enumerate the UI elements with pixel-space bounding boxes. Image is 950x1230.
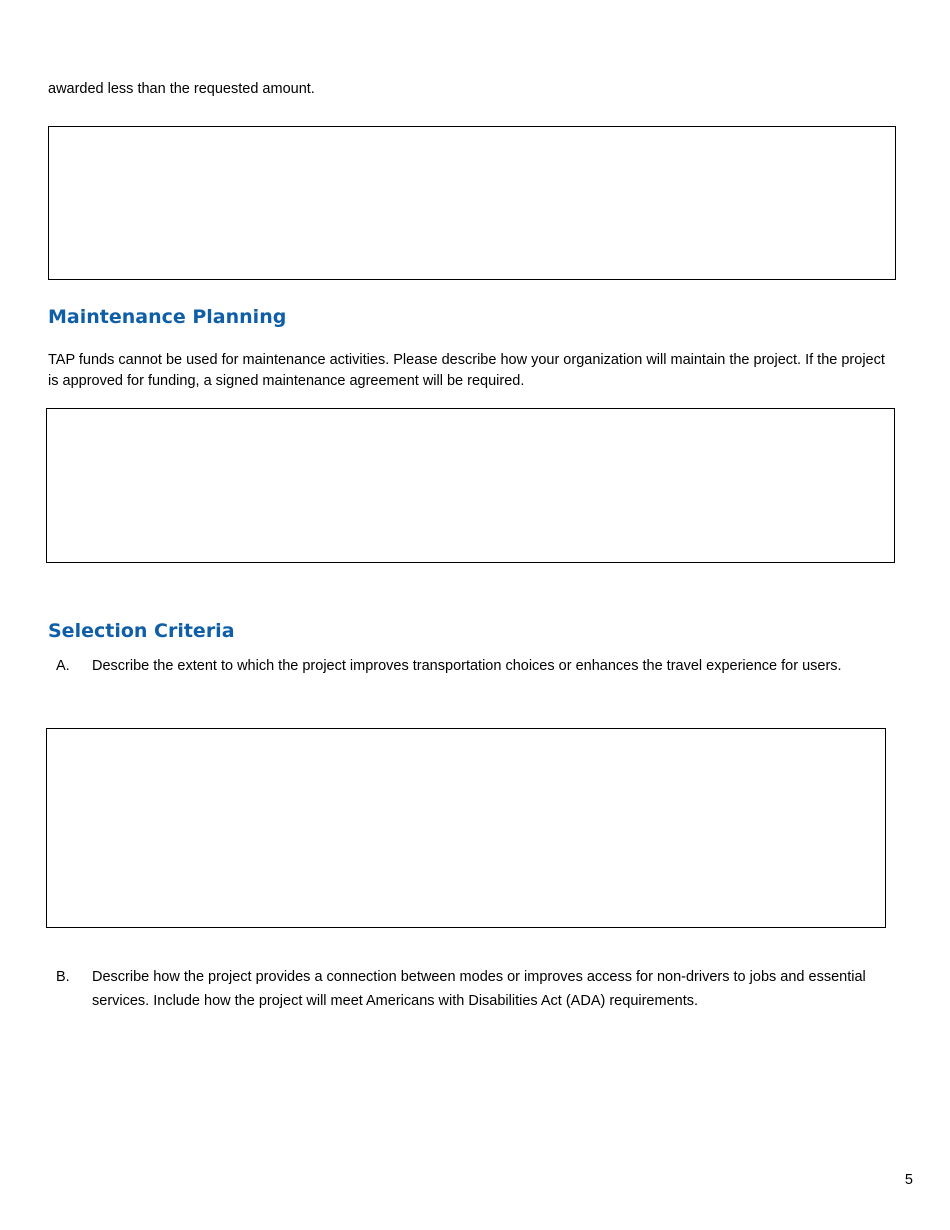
maintenance-answer-field[interactable] [46,408,895,563]
maintenance-description: TAP funds cannot be used for maintenance activities. Please describe how your organization will maintain the project. If the project is approved for funding, a signed maintenance agreement will be required. [48,352,885,389]
continuation-text: awarded less than the requested amount. [48,81,315,97]
criteria-item-b-text: Describe how the project provides a connection between modes or improves access for non-drivers to jobs and essential services. Include how the project will meet Americans with Disabilities Act (ADA) requirements. [92,969,866,1009]
page-number: 5 [904,1172,913,1188]
previous-answer-field[interactable] [48,126,896,280]
criteria-a-answer-field[interactable] [46,728,886,928]
criteria-item-a-marker: A. [56,658,70,674]
criteria-item-b-marker: B. [56,969,70,985]
criteria-item-a [56,654,886,704]
criteria-item-b [56,965,886,1015]
criteria-item-a-text: Describe the extent to which the project improves transportation choices or enhances the travel experience for users. [92,658,842,674]
maintenance-planning-heading: Maintenance Planning [48,306,287,328]
selection-criteria-heading: Selection Criteria [48,620,235,642]
